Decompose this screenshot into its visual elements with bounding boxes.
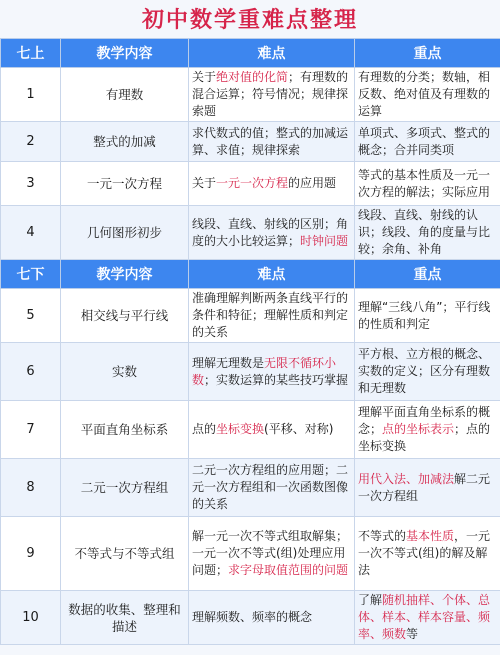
content-header: 教学内容	[61, 260, 189, 289]
topic-cell: 几何图形初步	[61, 206, 189, 260]
highlighted-text: 基本性质	[406, 529, 455, 543]
text-segment: 等	[406, 627, 419, 641]
row-number: 9	[1, 517, 61, 591]
highlighted-text: 坐标变换	[216, 422, 265, 436]
difficult-cell	[189, 343, 355, 401]
text-segment: 解一元一次不等式组取解集；一元一次不等式(组)处理应用问题；	[192, 529, 349, 577]
row-number: 3	[1, 162, 61, 206]
text-segment: ；实数运算的某些技巧掌握	[204, 372, 349, 387]
text-segment: (平移、对称)	[264, 422, 334, 436]
text-segment: 等式的基本性质及一元一次方程的解法；实际应用	[358, 167, 491, 199]
text-segment: 二元一次方程组的应用题；二元一次方程组和一次函数图像的关系	[192, 463, 349, 511]
difficult-cell	[189, 591, 355, 645]
difficult-cell	[189, 68, 355, 122]
table-row	[1, 68, 500, 122]
text-segment: ，一元一次不等式(组)的解及解法	[358, 529, 491, 577]
section-header-row	[1, 260, 500, 289]
table-row	[1, 459, 500, 517]
table-row	[1, 591, 500, 645]
text-segment: 理解无理数是	[192, 355, 265, 370]
table-row	[1, 122, 500, 162]
difficult-cell	[189, 517, 355, 591]
difficult-cell	[189, 162, 355, 206]
table-body	[1, 39, 500, 645]
difficult-cell	[189, 206, 355, 260]
text-segment: 点的	[192, 422, 217, 436]
text-segment: 了解	[358, 593, 383, 607]
key-cell	[355, 68, 500, 122]
topic-cell: 相交线与平行线	[61, 289, 189, 343]
highlighted-text: 时钟问题	[300, 233, 349, 248]
difficult-header: 难点	[189, 39, 355, 68]
difficult-cell	[189, 401, 355, 459]
text-segment: 线段、直线、射线的认识；线段、角的度量与比较；余角、补角	[358, 208, 491, 256]
highlighted-text: 点的坐标表示	[382, 422, 455, 436]
difficult-header: 难点	[189, 260, 355, 289]
row-number: 7	[1, 401, 61, 459]
row-number: 10	[1, 591, 61, 645]
text-segment: 的应用题	[288, 176, 337, 190]
text-segment: 单项式、多项式、整式的概念；合并同类项	[358, 125, 491, 157]
row-number: 8	[1, 459, 61, 517]
key-cell	[355, 206, 500, 260]
key-cell	[355, 459, 500, 517]
row-number: 4	[1, 206, 61, 260]
semester-header: 七上	[1, 39, 61, 68]
highlighted-text: 随机抽样、个体、总体、样本、样本容量、频率、频数	[358, 593, 491, 641]
summary-table	[0, 38, 500, 645]
text-segment: 平方根、立方根的概念、实数的定义；区分有理数和无理数	[358, 347, 491, 395]
highlighted-text: 求字母取值范围的问题	[228, 563, 349, 577]
table-row	[1, 517, 500, 591]
text-segment: 理解“三线八角”；平行线的性质和判定	[358, 299, 491, 331]
text-segment: 解二元一次方程组	[358, 471, 491, 503]
text-segment: 准确理解判断两条直线平行的条件和特征；理解性质和判定的关系	[192, 291, 349, 339]
row-number: 6	[1, 343, 61, 401]
text-segment: 求代数式的值；整式的加减运算、求值；规律探索	[192, 125, 349, 157]
row-number: 1	[1, 68, 61, 122]
text-segment: ；有理数的混合运算；符号情况；规律探索题	[192, 70, 349, 118]
text-segment: 不等式的	[358, 529, 407, 543]
topic-cell: 一元一次方程	[61, 162, 189, 206]
topic-cell: 整式的加减	[61, 122, 189, 162]
text-segment: 线段、直线、射线的区别；角度的大小比较运算；	[192, 216, 349, 248]
key-cell	[355, 517, 500, 591]
table-row	[1, 401, 500, 459]
row-number: 2	[1, 122, 61, 162]
difficult-cell	[189, 122, 355, 162]
row-number: 5	[1, 289, 61, 343]
highlighted-text: 一元一次方程	[216, 176, 289, 190]
table-row	[1, 206, 500, 260]
semester-header: 七下	[1, 260, 61, 289]
topic-cell: 数据的收集、整理和描述	[61, 591, 189, 645]
table-row	[1, 162, 500, 206]
text-segment: 理解平面直角坐标系的概念；	[358, 405, 491, 436]
highlighted-text: 无限不循环小数	[192, 355, 337, 387]
key-header: 重点	[355, 260, 500, 289]
key-cell	[355, 343, 500, 401]
text-segment: ；点的坐标变换	[358, 422, 491, 453]
topic-cell: 实数	[61, 343, 189, 401]
text-segment: 关于	[192, 176, 217, 190]
table-row	[1, 289, 500, 343]
table-row	[1, 343, 500, 401]
key-cell	[355, 401, 500, 459]
difficult-cell	[189, 289, 355, 343]
highlighted-text: 绝对值的化简	[216, 70, 289, 84]
key-header: 重点	[355, 39, 500, 68]
text-segment: 理解频数、频率的概念	[192, 610, 313, 624]
text-segment: 有理数的分类；数轴，相反数、绝对值及有理数的运算	[358, 70, 491, 118]
topic-cell: 平面直角坐标系	[61, 401, 189, 459]
topic-cell: 不等式与不等式组	[61, 517, 189, 591]
key-cell	[355, 162, 500, 206]
key-cell	[355, 591, 500, 645]
topic-cell: 有理数	[61, 68, 189, 122]
topic-cell: 二元一次方程组	[61, 459, 189, 517]
difficult-cell	[189, 459, 355, 517]
page-title: 初中数学重难点整理	[141, 7, 358, 33]
key-cell	[355, 289, 500, 343]
highlighted-text: 用代入法、加减法	[358, 471, 455, 486]
content-header: 教学内容	[61, 39, 189, 68]
key-cell	[355, 122, 500, 162]
text-segment: 关于	[192, 70, 217, 84]
section-header-row	[1, 39, 500, 68]
